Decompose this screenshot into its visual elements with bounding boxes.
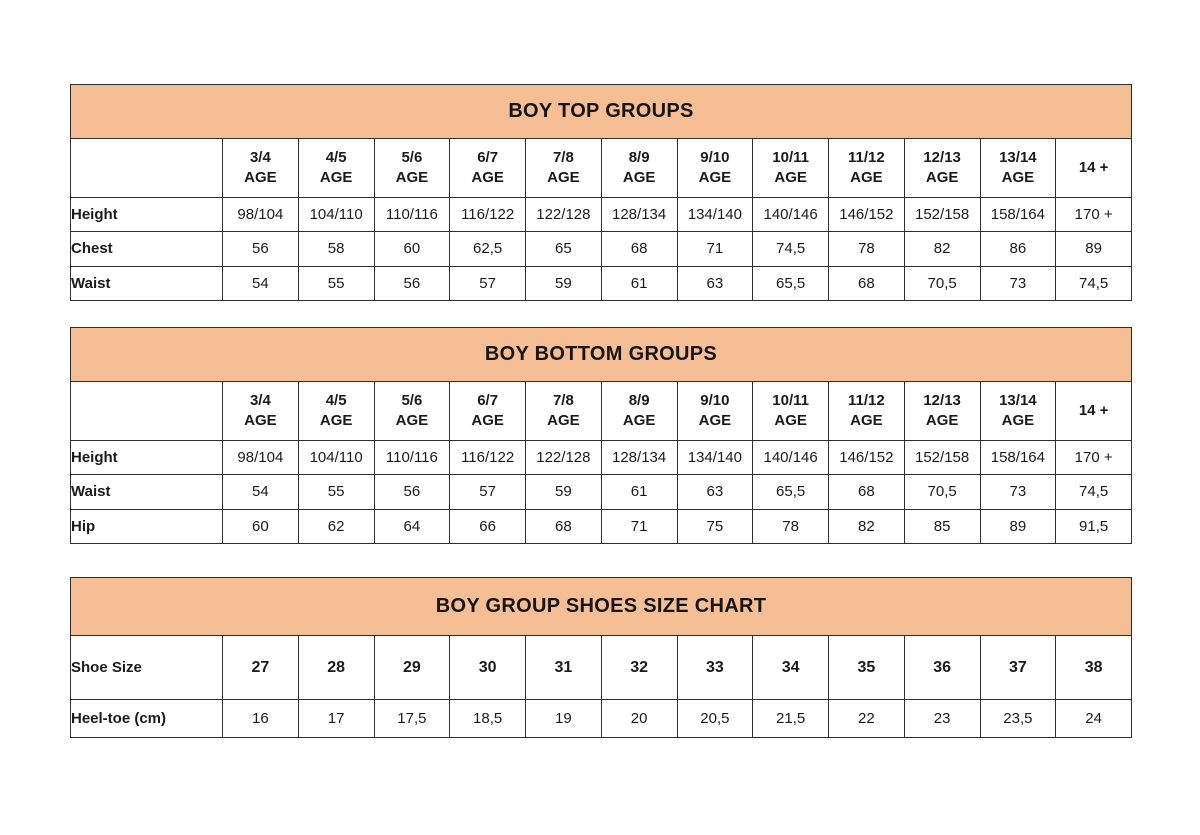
value-cell: 82 (904, 232, 980, 266)
value-cell: 68 (601, 232, 677, 266)
value-cell: 110/116 (374, 441, 450, 475)
value-cell: 57 (450, 266, 526, 300)
value-cell: 20 (601, 700, 677, 738)
age-column-header: 10/11 AGE (753, 139, 829, 198)
boy-top-groups-row (71, 232, 1132, 266)
value-cell: 74,5 (753, 232, 829, 266)
value-cell: 82 (829, 509, 905, 543)
age-column-header: 11/12 AGE (829, 139, 905, 198)
value-cell: 20,5 (677, 700, 753, 738)
age-column-header: 13/14 AGE (980, 139, 1056, 198)
boy-top-groups-row (71, 266, 1132, 300)
age-column-header: 8/9 AGE (601, 382, 677, 441)
value-cell: 23 (904, 700, 980, 738)
value-cell: 68 (829, 475, 905, 509)
value-cell: 55 (298, 475, 374, 509)
value-cell: 16 (223, 700, 299, 738)
value-cell: 62,5 (450, 232, 526, 266)
value-cell: 57 (450, 475, 526, 509)
value-cell: 152/158 (904, 198, 980, 232)
boy-shoes-size-chart-title: BOY GROUP SHOES SIZE CHART (71, 578, 1132, 636)
value-cell: 35 (829, 636, 905, 700)
value-cell: 62 (298, 509, 374, 543)
value-cell: 116/122 (450, 198, 526, 232)
value-cell: 54 (223, 475, 299, 509)
value-cell: 89 (980, 509, 1056, 543)
age-column-header: 4/5 AGE (298, 382, 374, 441)
age-column-header: 14 + (1056, 139, 1132, 198)
age-column-header: 3/4 AGE (223, 139, 299, 198)
boy-top-groups-title: BOY TOP GROUPS (71, 85, 1132, 139)
value-cell: 134/140 (677, 441, 753, 475)
boy-top-groups-table (70, 84, 1132, 301)
value-cell: 75 (677, 509, 753, 543)
boy-bottom-groups-title: BOY BOTTOM GROUPS (71, 328, 1132, 382)
value-cell: 122/128 (526, 198, 602, 232)
value-cell: 60 (223, 509, 299, 543)
age-column-header: 13/14 AGE (980, 382, 1056, 441)
value-cell: 56 (374, 475, 450, 509)
value-cell: 104/110 (298, 441, 374, 475)
value-cell: 65,5 (753, 266, 829, 300)
boy-bottom-groups-section (70, 327, 1132, 544)
value-cell: 128/134 (601, 441, 677, 475)
boy-bottom-groups-table (70, 327, 1132, 544)
value-cell: 60 (374, 232, 450, 266)
value-cell: 61 (601, 266, 677, 300)
value-cell: 37 (980, 636, 1056, 700)
value-cell: 59 (526, 475, 602, 509)
value-cell: 63 (677, 475, 753, 509)
row-label: Chest (71, 232, 223, 266)
age-column-header: 3/4 AGE (223, 382, 299, 441)
value-cell: 170 + (1056, 441, 1132, 475)
value-cell: 31 (526, 636, 602, 700)
row-label: Height (71, 198, 223, 232)
value-cell: 68 (829, 266, 905, 300)
boy-bottom-groups-row (71, 441, 1132, 475)
value-cell: 74,5 (1056, 475, 1132, 509)
value-cell: 70,5 (904, 475, 980, 509)
value-cell: 122/128 (526, 441, 602, 475)
value-cell: 78 (829, 232, 905, 266)
row-label: Height (71, 441, 223, 475)
value-cell: 32 (601, 636, 677, 700)
value-cell: 24 (1056, 700, 1132, 738)
value-cell: 27 (223, 636, 299, 700)
boy-top-groups-section (70, 84, 1132, 301)
value-cell: 68 (526, 509, 602, 543)
boy-shoes-size-chart-section (70, 577, 1132, 738)
boy-shoes-size-chart-table (70, 577, 1132, 738)
value-cell: 38 (1056, 636, 1132, 700)
age-column-header: 10/11 AGE (753, 382, 829, 441)
value-cell: 23,5 (980, 700, 1056, 738)
age-column-header: 7/8 AGE (526, 139, 602, 198)
value-cell: 61 (601, 475, 677, 509)
value-cell: 140/146 (753, 198, 829, 232)
row-label: Waist (71, 266, 223, 300)
value-cell: 65,5 (753, 475, 829, 509)
value-cell: 22 (829, 700, 905, 738)
value-cell: 74,5 (1056, 266, 1132, 300)
value-cell: 85 (904, 509, 980, 543)
value-cell: 128/134 (601, 198, 677, 232)
age-column-header: 4/5 AGE (298, 139, 374, 198)
value-cell: 170 + (1056, 198, 1132, 232)
value-cell: 134/140 (677, 198, 753, 232)
value-cell: 65 (526, 232, 602, 266)
value-cell: 91,5 (1056, 509, 1132, 543)
value-cell: 19 (526, 700, 602, 738)
age-column-header: 12/13 AGE (904, 382, 980, 441)
row-label: Shoe Size (71, 636, 223, 700)
value-cell: 66 (450, 509, 526, 543)
value-cell: 56 (223, 232, 299, 266)
age-column-header: 12/13 AGE (904, 139, 980, 198)
value-cell: 36 (904, 636, 980, 700)
age-column-header: 5/6 AGE (374, 139, 450, 198)
value-cell: 140/146 (753, 441, 829, 475)
value-cell: 73 (980, 266, 1056, 300)
value-cell: 17,5 (374, 700, 450, 738)
value-cell: 21,5 (753, 700, 829, 738)
age-column-header: 6/7 AGE (450, 139, 526, 198)
value-cell: 55 (298, 266, 374, 300)
value-cell: 56 (374, 266, 450, 300)
value-cell: 110/116 (374, 198, 450, 232)
value-cell: 64 (374, 509, 450, 543)
value-cell: 89 (1056, 232, 1132, 266)
value-cell: 158/164 (980, 198, 1056, 232)
row-label: Hip (71, 509, 223, 543)
value-cell: 86 (980, 232, 1056, 266)
age-column-header: 6/7 AGE (450, 382, 526, 441)
empty-corner-cell (71, 139, 223, 198)
value-cell: 71 (601, 509, 677, 543)
boy-shoes-size-chart-row (71, 636, 1132, 700)
age-column-header: 11/12 AGE (829, 382, 905, 441)
value-cell: 116/122 (450, 441, 526, 475)
value-cell: 104/110 (298, 198, 374, 232)
empty-corner-cell (71, 382, 223, 441)
value-cell: 54 (223, 266, 299, 300)
boy-shoes-size-chart-row (71, 700, 1132, 738)
age-column-header: 7/8 AGE (526, 382, 602, 441)
row-label: Heel-toe (cm) (71, 700, 223, 738)
boy-top-groups-row (71, 198, 1132, 232)
value-cell: 146/152 (829, 441, 905, 475)
value-cell: 59 (526, 266, 602, 300)
value-cell: 18,5 (450, 700, 526, 738)
age-column-header: 14 + (1056, 382, 1132, 441)
row-label: Waist (71, 475, 223, 509)
age-column-header: 9/10 AGE (677, 382, 753, 441)
value-cell: 146/152 (829, 198, 905, 232)
value-cell: 98/104 (223, 441, 299, 475)
value-cell: 30 (450, 636, 526, 700)
age-column-header: 9/10 AGE (677, 139, 753, 198)
value-cell: 71 (677, 232, 753, 266)
value-cell: 158/164 (980, 441, 1056, 475)
value-cell: 98/104 (223, 198, 299, 232)
value-cell: 70,5 (904, 266, 980, 300)
age-column-header: 8/9 AGE (601, 139, 677, 198)
value-cell: 78 (753, 509, 829, 543)
value-cell: 34 (753, 636, 829, 700)
value-cell: 63 (677, 266, 753, 300)
value-cell: 73 (980, 475, 1056, 509)
value-cell: 28 (298, 636, 374, 700)
value-cell: 33 (677, 636, 753, 700)
value-cell: 152/158 (904, 441, 980, 475)
value-cell: 17 (298, 700, 374, 738)
value-cell: 29 (374, 636, 450, 700)
boy-bottom-groups-row (71, 475, 1132, 509)
boy-bottom-groups-row (71, 509, 1132, 543)
value-cell: 58 (298, 232, 374, 266)
age-column-header: 5/6 AGE (374, 382, 450, 441)
